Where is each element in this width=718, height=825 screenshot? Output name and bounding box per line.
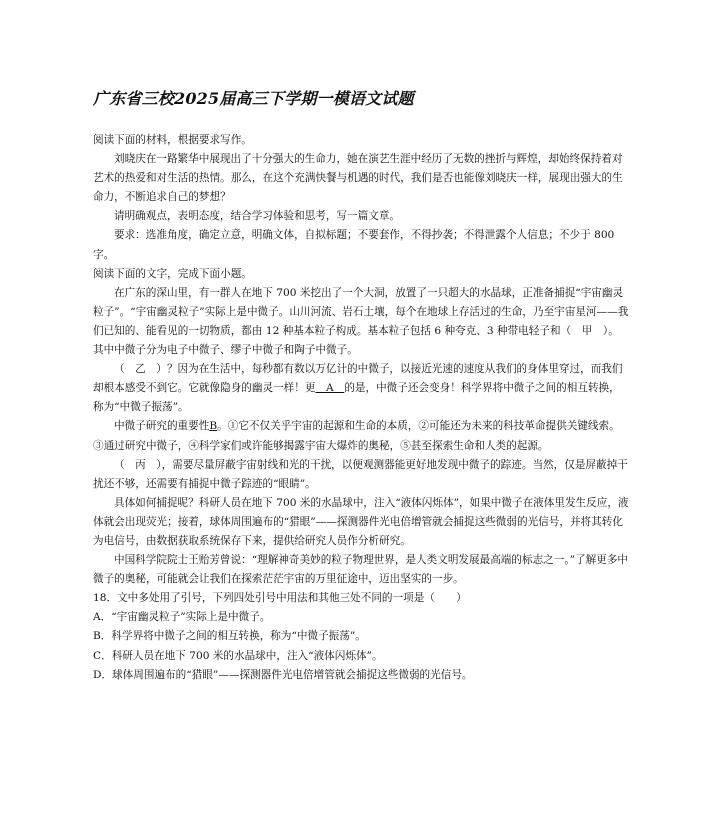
passage-paragraph-1: 在广东的深山里，有一群人在地下 700 米挖出了一个大洞，放置了一只超大的水晶球，正准备捕捉“宇宙幽灵粒子”。“宇宙幽灵粒子”实际上是中微子。山川河流、岩石土壤，每个在地球上存活过的生命，乃至宇宙星河——我们已知的、能看见的一切物质，都由 12 种基本粒子构成。基本粒子包括 6 种夸克、3 种带电轻子和（ 甲 ）。其中中微子分为电子中微子、缪子中微子和陶子中微子。 [93, 286, 629, 357]
p2-text-before: （ 乙 ）？因为在生活中，每秒都有数以万亿计的中微子，以接近光速的速度从我们的身体里穿过，而我们却根本感受不到它。它就像隐身的幽灵一样！更 [93, 363, 623, 395]
passage-paragraph-5: 具体如何捕捉呢？科研人员在地下 700 米的水晶球中，注入“液体闪烁体”，如果中微子在液体里发生反应，液体就会出现荧光；接着，球体周围遍布的“猎眼”——探测器件光电倍增管就会捕捉这些微弱的光信号，并将其转化为电信号，由数据获取系统保存下来，提供给研究人员作分析研究。 [93, 496, 629, 547]
p3-text-after: 。①它不仅关乎宇宙的起源和生命的本质，②可能还为未来的科技革命提供关键线索。③通过研究中微子，④科学家们或许能够揭露宇宙大爆炸的奥秘，⑤甚至探索生命和人类的起源。 [93, 420, 620, 452]
reading-instruction: 阅读下面的文字，完成下面小题。 [93, 267, 252, 280]
blank-a: A [315, 382, 345, 395]
writing-requirement-1: 请明确观点，表明态度，结合学习体验和思考，写一篇文章。 [114, 210, 401, 223]
question-stem: 18．文中多处用了引号，下列四处引号中用法和其他三处不同的一项是（ ） [93, 592, 467, 605]
option-a: A．“宇宙幽灵粒子”实际上是中微子。 [93, 611, 271, 624]
option-d: D．球体周围遍布的“猎眼”——探测器件光电倍增管就会捕捉这些微弱的光信号。 [93, 668, 473, 681]
passage-paragraph-2 [93, 360, 629, 417]
document-title: 广东省三校2025届高三下学期一模语文试题 [93, 89, 414, 108]
option-c: C．科研人员在地下 700 米的水晶球中，注入“液体闪烁体”。 [93, 649, 383, 662]
document-body [93, 131, 629, 685]
writing-instruction: 阅读下面的材料，根据要求写作。 [93, 134, 252, 146]
blank-b: B [209, 420, 218, 433]
writing-material: 刘晓庆在一路繁华中展现出了十分强大的生命力，她在演艺生涯中经历了无数的挫折与辉煌，却始终保持着对艺术的热爱和对生活的热情。那么，在这个充满快餐与机遇的时代，我们是否也能像刘晓庆一样，展现出强大的生命力，不断追求自己的梦想？ [93, 153, 623, 204]
writing-requirement-2: 要求：选准角度，确定立意，明确文体，自拟标题；不要套作，不得抄袭；不得泄露个人信息；不少于 800 字。 [93, 229, 615, 261]
passage-paragraph-3 [93, 417, 629, 455]
passage-paragraph-4: （ 丙 ），需要尽量屏蔽宇宙射线和光的干扰，以便观测器能更好地发现中微子的踪迹。当然，仅是屏蔽掉干扰还不够，还需要有捕捉中微子踪迹的“眼睛”。 [93, 458, 628, 490]
option-b: B．科学界将中微子之间的相互转换，称为“中微子振荡”。 [93, 630, 366, 643]
p3-text-before: 中微子研究的重要性 [114, 420, 210, 433]
p2-text-after: 的是，中微子还会变身！科学界将中微子之间的相互转换，称为“中微子振荡”。 [93, 382, 620, 414]
passage-paragraph-6: 中国科学院院士王贻芳曾说：“理解神奇美妙的粒子物理世界，是人类文明发展最高端的标志之一。”了解更多中微子的奥秘，可能就会让我们在探索茫茫宇宙的万里征途中，迈出坚实的一步。 [93, 554, 629, 586]
